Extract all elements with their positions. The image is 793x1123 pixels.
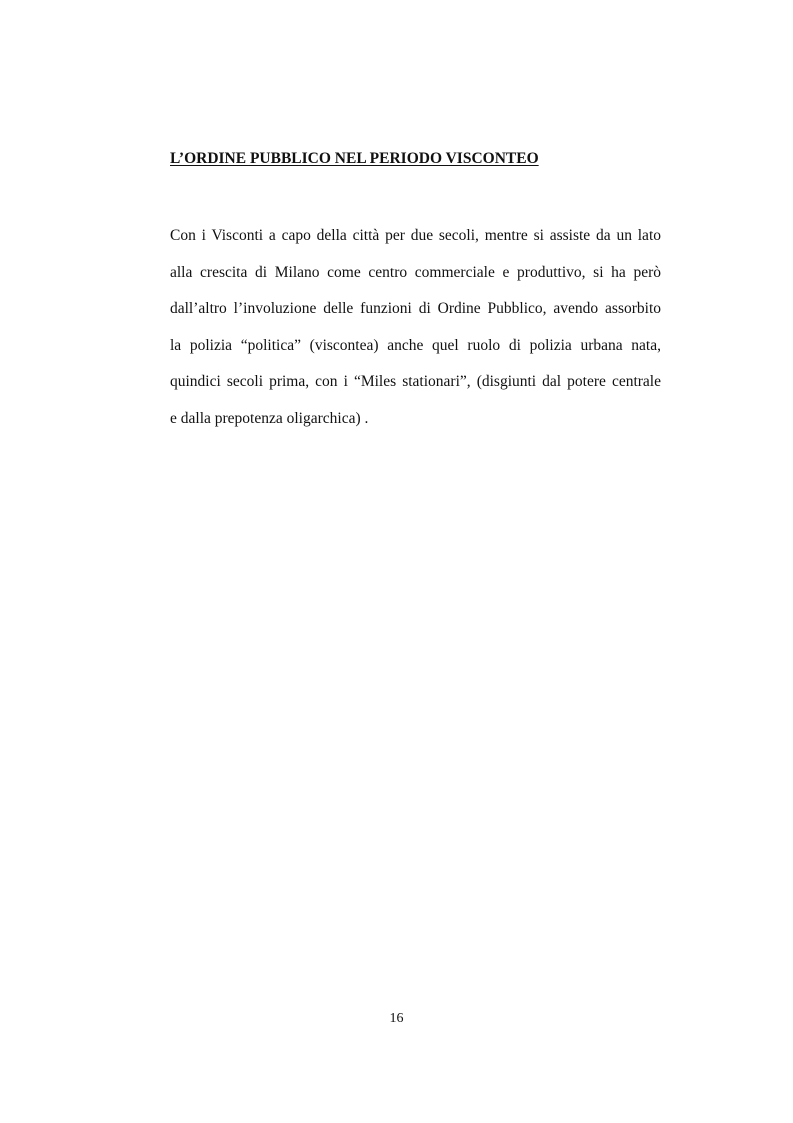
page-number: 16 <box>389 1011 404 1026</box>
paragraph-line: alla crescita di Milano come centro commerciale e produttivo, si ha però <box>170 263 661 281</box>
paragraph-line: la polizia “politica” (viscontea) anche quel ruolo di polizia urbana nata, <box>170 336 661 354</box>
section-heading: L’ORDINE PUBBLICO NEL PERIODO VISCONTEO <box>170 150 539 167</box>
paragraph-line: Con i Visconti a capo della città per due secoli, mentre si assiste da un lato <box>170 227 661 244</box>
body-paragraph <box>170 224 661 444</box>
paragraph-line: e dalla prepotenza oligarchica) . <box>170 409 369 427</box>
paragraph-line: quindici secoli prima, con i “Miles stationari”, (disgiunti dal potere centrale <box>170 373 661 391</box>
paragraph-line: dall’altro l’involuzione delle funzioni di Ordine Pubblico, avendo assorbito <box>170 300 661 318</box>
